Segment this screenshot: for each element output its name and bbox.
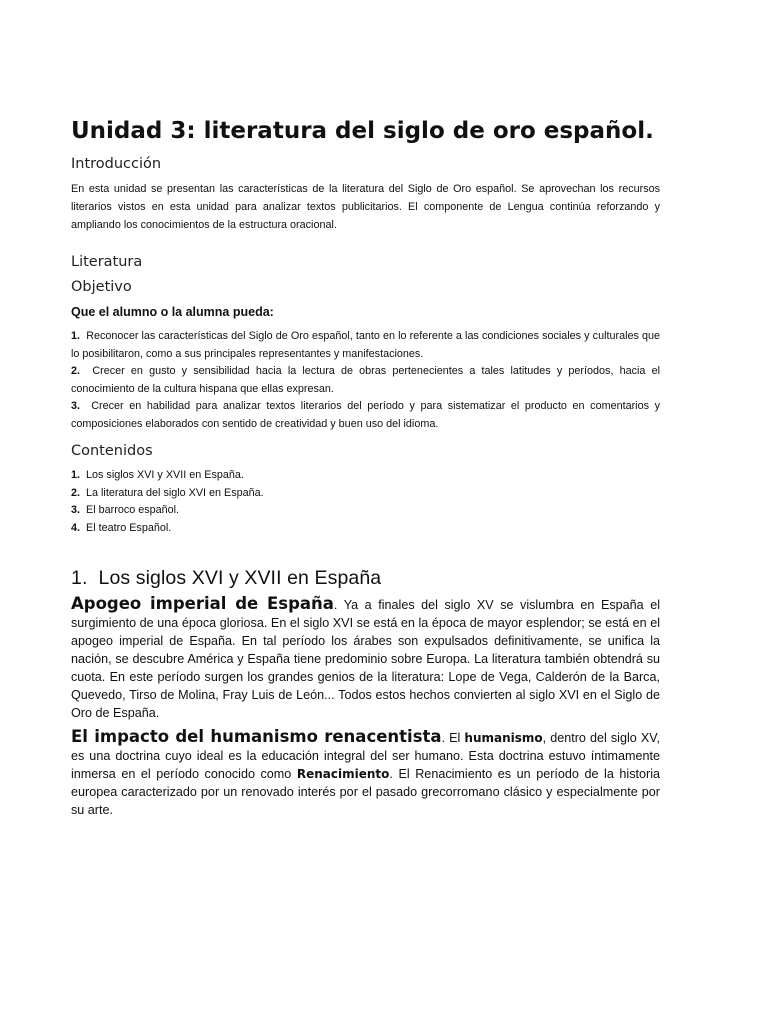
content-item: [71, 520, 660, 538]
objective-item: [71, 328, 660, 363]
impacto-text-2: , dentro del siglo XV, es una doctrina cuyo ideal es la educación integral del ser humano. Esta doctrina estuvo íntimamente inmersa en el período conocido como: [71, 731, 660, 781]
humanismo-term: humanismo: [464, 731, 543, 745]
objective-text: Reconocer las características del Siglo de Oro español, tanto en lo referente a las condiciones sociales y culturales que lo posibilitaron, como a sus principales representantes y manifestaciones.: [71, 330, 660, 360]
contenidos-heading: Contenidos: [71, 443, 153, 459]
content-item: [71, 467, 660, 485]
apogeo-text: . Ya a finales del siglo XV se vislumbra en España el surgimiento de una época gloriosa. En el siglo XVI se está en la época de mayor esplendor; se está en el apogeo imperial de España. En tal período los árabes son expulsados definitivamente, se unifica la nación, se descubre América y España tiene predominio sobre Europa. La literatura también obtendrá su cuota. En este período surgen los grandes genios de la literatura: Lope de Vega, Calderón de la Barca, Quevedo, Tirso de Molina, Fray Luis de León... Todos estos hechos convierten al siglo XVI en el Siglo de Oro de España.: [71, 598, 660, 720]
content-number: 3.: [71, 504, 81, 516]
impacto-lead: El impacto del humanismo renacentista: [71, 727, 442, 746]
content-text: El barroco español.: [86, 504, 180, 516]
objective-text: Crecer en habilidad para analizar textos literarios del período y para sistematizar el producto en comentarios y composiciones elaborados con sentido de creatividad y buen uso del idioma.: [71, 400, 661, 430]
objective-item: [71, 398, 660, 433]
content-text: El teatro Español.: [86, 521, 172, 534]
content-item: [71, 502, 660, 520]
unit-title: Unidad 3: literatura del siglo de oro español.: [71, 118, 654, 144]
renacimiento-term: Renacimiento: [296, 767, 390, 781]
objective-text: Crecer en gusto y sensibilidad hacia la lectura de obras pertenecientes a tales latitudes y períodos, hacia el conocimiento de la cultura hispana que ellas expresan.: [71, 365, 660, 395]
content-number: 2.: [71, 486, 81, 499]
objective-number: 1.: [71, 330, 81, 342]
content-item: [71, 485, 660, 503]
objetivo-label: Que el alumno o la alumna pueda:: [71, 305, 274, 319]
apogeo-lead: Apogeo imperial de España: [71, 594, 334, 613]
impacto-text-3: . El Renacimiento es un período de la historia europea caracterizado por un renovado interés por el pasado grecorromano clásico y especialmente por su arte.: [71, 767, 660, 817]
objective-number: 3.: [71, 400, 81, 412]
impacto-text-1: . El: [441, 731, 465, 745]
content-number: 4.: [71, 521, 81, 534]
contents-list: [71, 467, 660, 537]
objectives-list: [71, 328, 660, 433]
objective-number: 2.: [71, 365, 81, 377]
objective-item: [71, 363, 660, 398]
apogeo-paragraph: [71, 595, 660, 722]
intro-heading: Introducción: [71, 156, 162, 172]
section-1-title: 1. Los siglos XVI y XVII en España: [71, 567, 382, 589]
content-text: Los siglos XVI y XVII en España.: [86, 469, 244, 481]
literatura-heading: Literatura: [71, 254, 143, 270]
objetivo-heading: Objetivo: [71, 279, 132, 295]
impacto-paragraph: [71, 728, 660, 819]
content-text: La literatura del siglo XVI en España.: [86, 486, 264, 499]
document-content: [71, 116, 660, 819]
intro-text: En esta unidad se presentan las características de la literatura del Siglo de Oro español. Se aprovechan los recursos literarios vistos en esta unidad para analizar textos publicitarios. El componente de Lengua continúa reforzando y ampliando los conocimientos de la estructura oracional.: [71, 183, 660, 231]
content-number: 1.: [71, 469, 81, 481]
